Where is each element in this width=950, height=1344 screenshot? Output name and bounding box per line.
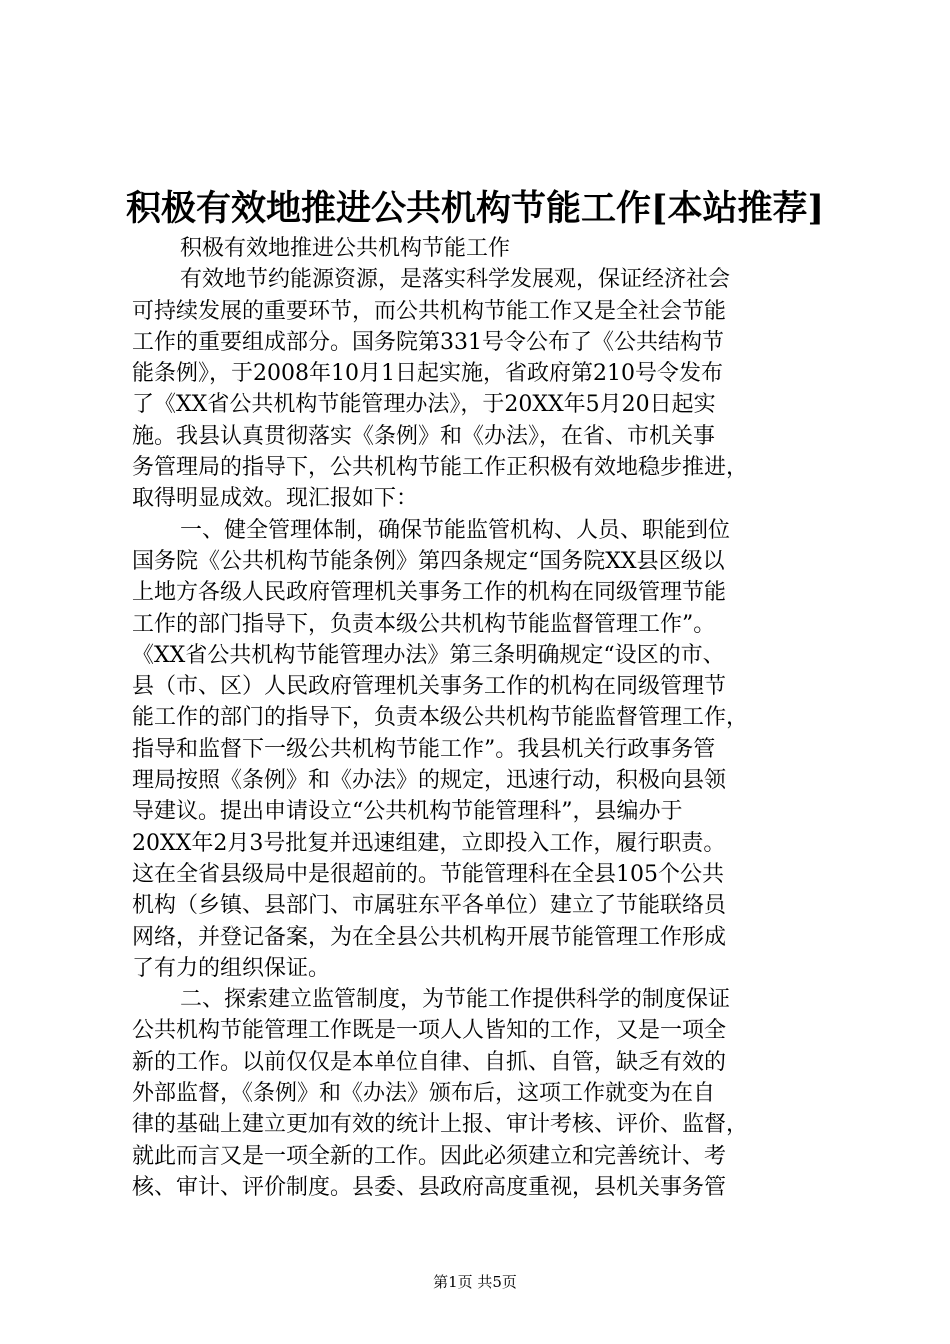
- text-line: 积极有效地推进公共机构节能工作: [180, 236, 511, 261]
- text-line: 取得明显成效。现汇报如下：: [132, 486, 419, 512]
- text-line: 核、审计、评价制度。县委、县政府高度重视，县机关事务管: [132, 1174, 727, 1200]
- text-line: 能条例》，于2008年10月1日起实施，省政府第210号令发布: [132, 361, 723, 387]
- text-line: 一、健全管理体制，确保节能监管机构、人员、职能到位: [180, 517, 731, 543]
- text-line: 20XX年2月3号批复并迅速组建，立即投入工作，履行职责。: [132, 830, 726, 856]
- page-footer: 第1页 共5页: [433, 1273, 517, 1291]
- text-line: 律的基础上建立更加有效的统计上报、审计考核、评价、监督，: [132, 1112, 749, 1138]
- document-body: [132, 233, 832, 1203]
- text-line: 可持续发展的重要环节，而公共机构节能工作又是全社会节能: [132, 298, 727, 324]
- text-line: 工作的重要组成部分。国务院第331号令公布了《公共结构节: [132, 329, 724, 355]
- text-line: 县（市、区）人民政府管理机关事务工作的机构在同级管理节: [132, 674, 727, 700]
- text-line: 《XX省公共机构节能管理办法》第三条明确规定“设区的市、: [132, 642, 725, 668]
- text-line: 理局按照《条例》和《办法》的规定，迅速行动，积极向县领: [132, 768, 727, 794]
- text-line: 了《XX省公共机构节能管理办法》，于20XX年5月20日起实: [132, 392, 716, 418]
- text-line: 务管理局的指导下，公共机构节能工作正积极有效地稳步推进，: [132, 455, 749, 481]
- text-line: 外部监督，《条例》和《办法》颁布后，这项工作就变为在自: [132, 1081, 716, 1107]
- text-line: 了有力的组织保证。: [132, 955, 331, 981]
- text-line: 国务院《公共机构节能条例》第四条规定“国务院XX县区级以: [132, 548, 725, 574]
- text-line: 有效地节约能源资源，是落实科学发展观，保证经济社会: [180, 267, 731, 293]
- text-line: 这在全省县级局中是很超前的。节能管理科在全县105个公共: [132, 861, 724, 887]
- text-line: 机构（乡镇、县部门、市属驻东平各单位）建立了节能联络员: [132, 893, 727, 919]
- text-line: 能工作的部门的指导下，负责本级公共机构节能监督管理工作，: [132, 705, 749, 731]
- text-line: 上地方各级人民政府管理机关事务工作的机构在同级管理节能: [132, 580, 727, 606]
- text-line: 公共机构节能管理工作既是一项人人皆知的工作，又是一项全: [132, 1018, 727, 1044]
- text-line: 二、探索建立监管制度，为节能工作提供科学的制度保证: [180, 987, 731, 1013]
- document-title: 积极有效地推进公共机构节能工作[本站推荐]: [125, 188, 825, 229]
- text-line: 指导和监督下一级公共机构节能工作”。我县机关行政事务管: [132, 736, 716, 762]
- text-line: 施。我县认真贯彻落实《条例》和《办法》，在省、市机关事: [132, 423, 716, 449]
- text-line: 就此而言又是一项全新的工作。因此必须建立和完善统计、考: [132, 1143, 727, 1169]
- text-line: 导建议。提出申请设立“公共机构节能管理科”，县编办于: [132, 799, 683, 825]
- text-line: 工作的部门指导下，负责本级公共机构节能监督管理工作”。: [132, 611, 716, 637]
- text-line: 网络，并登记备案，为在全县公共机构开展节能管理工作形成: [132, 924, 727, 950]
- text-line: 新的工作。以前仅仅是本单位自律、自抓、自管，缺乏有效的: [132, 1049, 727, 1075]
